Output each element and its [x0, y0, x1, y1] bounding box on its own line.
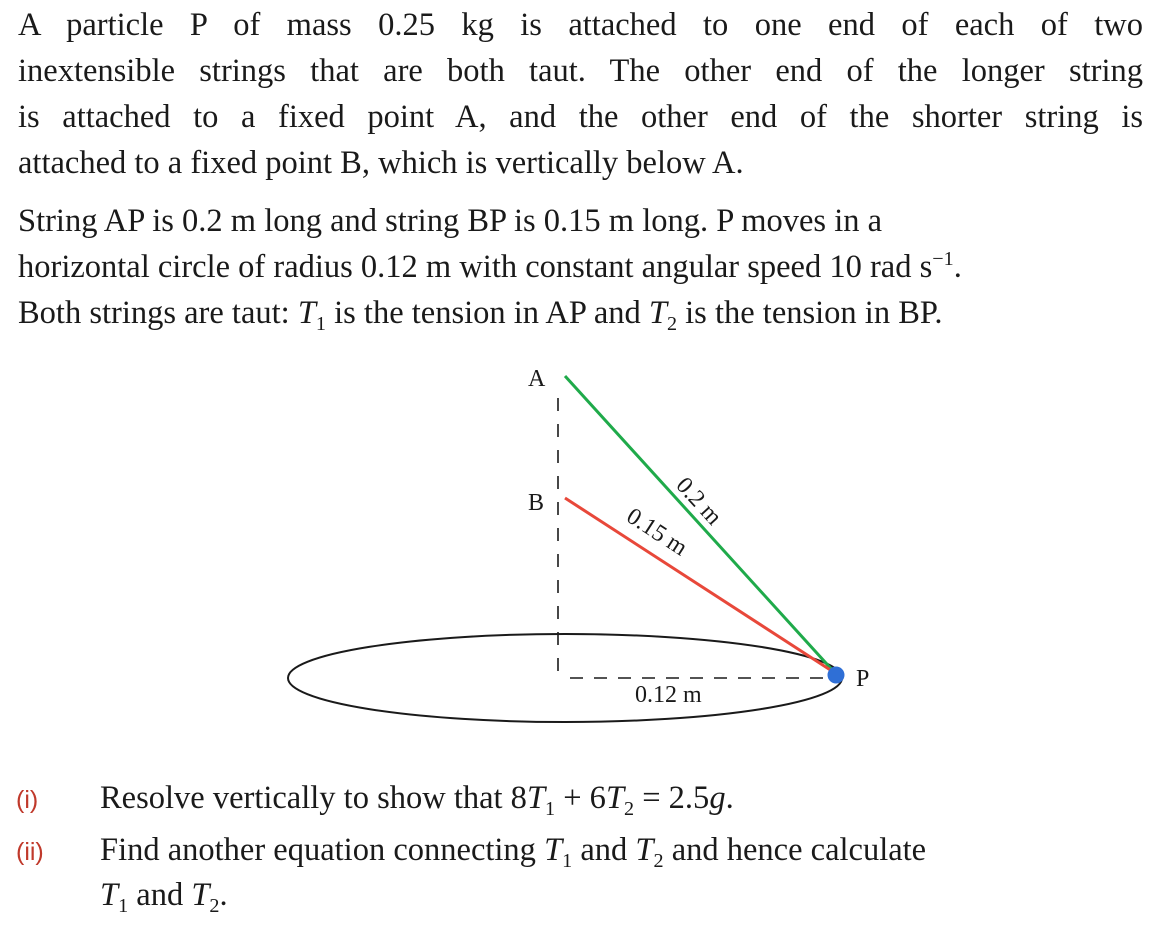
- question-ii-line2-t1: T: [100, 877, 119, 913]
- label-ap-length: 0.2 m: [670, 472, 727, 531]
- question-ii-text-a: Find another equation connecting: [100, 832, 545, 868]
- tension-subscript-1: 1: [315, 313, 326, 336]
- question-i-sub1: 1: [545, 798, 556, 821]
- question-i-t1: T: [526, 780, 546, 816]
- intro-line-2: inextensible strings that are both taut. The other end of the longer string: [18, 53, 1143, 89]
- question-i-text-a: Resolve vertically to show that 8: [100, 780, 527, 816]
- label-a: A: [528, 366, 546, 392]
- tension-symbol-2: T: [648, 295, 667, 331]
- question-i-t2: T: [605, 780, 625, 816]
- question-ii-line2-and: and: [128, 877, 192, 913]
- question-ii-label: (ii): [16, 838, 44, 866]
- label-b: B: [528, 490, 545, 516]
- circle-path: [288, 634, 842, 722]
- intro-line-1: A particle P of mass 0.25 kg is attached to one end of each of two: [18, 7, 1143, 43]
- question-i-label: (i): [16, 786, 39, 814]
- label-bp-length: 0.15 m: [621, 503, 692, 562]
- question-i-sub2: 2: [624, 798, 635, 821]
- intro-line-4: attached to a fixed point B, which is vertically below A.: [18, 145, 744, 181]
- label-radius: 0.12 m: [635, 682, 702, 708]
- question-i-text-b: + 6: [555, 780, 606, 816]
- setup-line-3-b: is the tension in AP and: [325, 295, 649, 331]
- setup-line-1: String AP is 0.2 m long and string BP is 0.15 m long. P moves in a: [18, 203, 883, 239]
- unit-exponent: −1: [932, 247, 954, 270]
- particle-p: [828, 667, 845, 684]
- question-ii-t1: T: [544, 832, 563, 868]
- question-ii-text-b: and: [572, 832, 636, 868]
- tension-symbol-1: T: [297, 295, 316, 331]
- question-ii: [0, 827, 1160, 927]
- label-p: P: [856, 666, 870, 692]
- question-ii-text-c: and hence calculate: [663, 832, 927, 868]
- question-ii-line2-sub2: 2: [209, 895, 220, 918]
- question-i: [0, 775, 1160, 825]
- intro-line-3: is attached to a fixed point A, and the other end of the shorter string is: [18, 99, 1143, 135]
- question-ii-line-1: [100, 827, 926, 873]
- question-ii-sub1: 1: [562, 850, 573, 873]
- question-ii-line2-sub1: 1: [118, 895, 129, 918]
- setup-line-2-text: horizontal circle of radius 0.12 m with constant angular speed 10 rad s: [18, 249, 933, 285]
- setup-line-2-end: .: [953, 249, 962, 285]
- question-i-g: g: [709, 780, 726, 816]
- question-ii-line2-t2: T: [191, 877, 210, 913]
- question-ii-line2-end: .: [219, 877, 228, 913]
- question-i-text-c: = 2.5: [634, 780, 710, 816]
- question-ii-line-2: [100, 872, 228, 918]
- question-i-text-d: .: [725, 780, 734, 816]
- setup-line-3-a: Both strings are taut:: [18, 295, 298, 331]
- tension-subscript-2: 2: [666, 313, 678, 336]
- setup-line-3-c: is the tension in BP.: [677, 295, 943, 331]
- question-ii-t2: T: [635, 832, 654, 868]
- question-ii-sub2: 2: [653, 850, 664, 873]
- question-i-text: [100, 775, 734, 821]
